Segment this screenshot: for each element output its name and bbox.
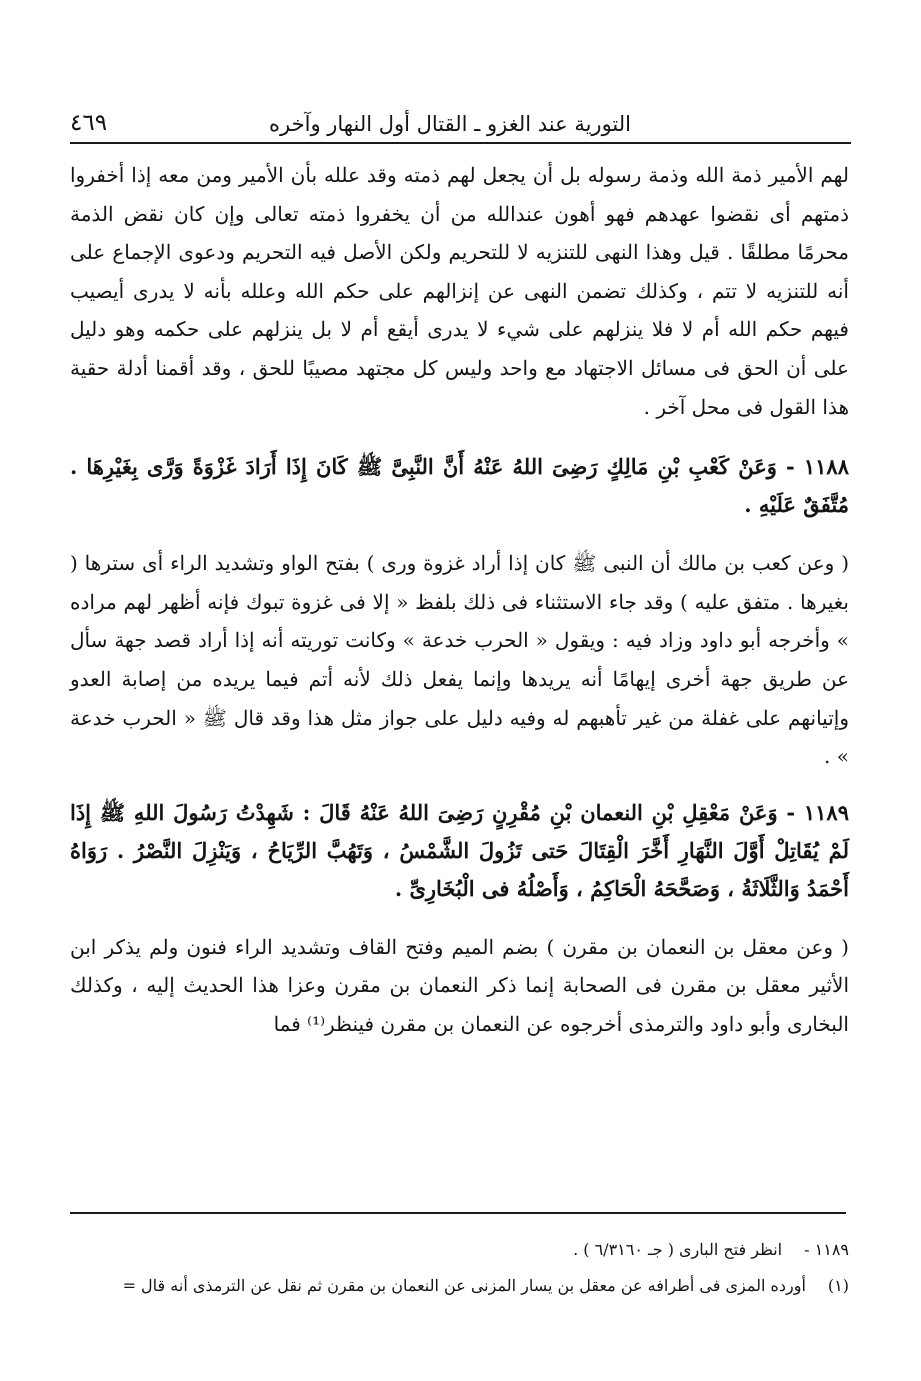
footnote-item [70, 1268, 849, 1304]
page-header [70, 96, 851, 136]
page-number: ٤٦٩ [70, 110, 108, 136]
commentary-paragraph: لهم الأمير ذمة الله وذمة رسوله بل أن يجعل لهم ذمته وقد علله بأن الأمير ومن معه إذا أخفروا ذمتهم أى نقضوا عهدهم فهو أهون عندالله من أن يخفروا ذمته تعالى وإن كان نقض الذمة محرمًا مطلقًا . قيل وهذا النهى للتنزيه لا للتحريم ولكن الأصل فيه التحريم ودعوى الإجماع على أنه للتنزيه لا تتم ، وكذلك تضمن النهى عن إنزالهم على حكم الله وعلله بأنه لا يدرى أيصيب فيهم حكم الله أم لا فلا ينزلهم على شيء لا يدرى أيقع أم لا بل ينزلهم على حكمه وهو دليل على أن الحق فى مسائل الاجتهاد مع واحد وليس كل مجتهد مصيبًا للحق ، وقد أقمنا أدلة حقية هذا القول فى محل آخر . [70, 163, 849, 419]
footnotes [70, 1232, 849, 1304]
main-text [70, 156, 849, 1044]
footnote-marker: (١) [827, 1276, 849, 1295]
footnote-marker: ١١٨٩ - [804, 1240, 849, 1259]
hadith-1189: ١١٨٩ - وَعَنْ مَعْقِلِ بْنِ النعمان بْنِ مُقْرِنٍ رَضِىَ اللهُ عَنْهُ قَالَ : شَهِدْتُ رَسُولَ اللهِ ﷺ إِذَا لَمْ يُقَاتِلْ أَوَّلَ النَّهَارِ أَخَّرَ الْقِتَالَ حَتى تَزُولَ الشَّمْسُ ، وَتَهُبَّ الرِّيَاحُ ، وَيَنْزِلَ النَّصْرُ . رَوَاهُ أَحْمَدُ وَالثَّلَاثَةُ ، وَصَحَّحَهُ الْحَاكِمُ ، وَأَصْلُهُ فى الْبُخَارِىِّ . [70, 799, 849, 901]
commentary-paragraph: ( وعن معقل بن النعمان بن مقرن ) بضم الميم وفتح القاف وتشديد الراء فنون ولم يذكر ابن الأثير معقل بن مقرن فى الصحابة إنما ذكر النعمان بن مقرن وعزا هذا الحديث إليه ، وكذلك البخارى وأبو داود والترمذى أخرجوه عن النعمان بن مقرن فينظر⁽¹⁾ فما [70, 934, 849, 1036]
footnote-text: انظر فتح البارى ( جـ ٦/٣١٦٠ ) . [573, 1240, 783, 1259]
header-rule [70, 142, 851, 144]
footnote-rule [70, 1212, 846, 1214]
running-title: التورية عند الغزو ـ القتال أول النهار وآخره [269, 112, 631, 136]
commentary-paragraph: ( وعن كعب بن مالك أن النبى ﷺ كان إذا أراد غزوة ورى ) بفتح الواو وتشديد الراء أى سترها ( بغيرها . متفق عليه ) وقد جاء الاستثناء فى ذلك بلفظ « إلا فى غزوة تبوك فإنه أظهر لهم مراده » وأخرجه أبو داود وزاد فيه : ويقول « الحرب خدعة » وكانت توريته أنه إذا أراد قصد جهة سأل عن طريق جهة أخرى إيهامًا أنه يريدها وإنما يفعل ذلك لأنه أتم فيما يريده من إصابة العدو وإتيانهم على غفلة من غير تأهبهم له وفيه دليل على جواز مثل هذا وقد قال ﷺ « الحرب خدعة » . [70, 551, 850, 769]
footnote-text: أورده المزى فى أطرافه عن معقل بن يسار المزنى عن النعمان بن مقرن ثم نقل عن الترمذى أنه قال = [122, 1276, 806, 1295]
hadith-1188: ١١٨٨ - وَعَنْ كَعْبِ بْنِ مَالِكٍ رَضِىَ اللهُ عَنْهُ أَنَّ النَّبِىَّ ﷺ كَانَ إِذَا أَرَادَ غَزْوَةً وَرَّى بِغَيْرِهَا . مُتَّفَقٌ عَلَيْهِ . [70, 454, 849, 518]
footnote-item [70, 1232, 849, 1268]
